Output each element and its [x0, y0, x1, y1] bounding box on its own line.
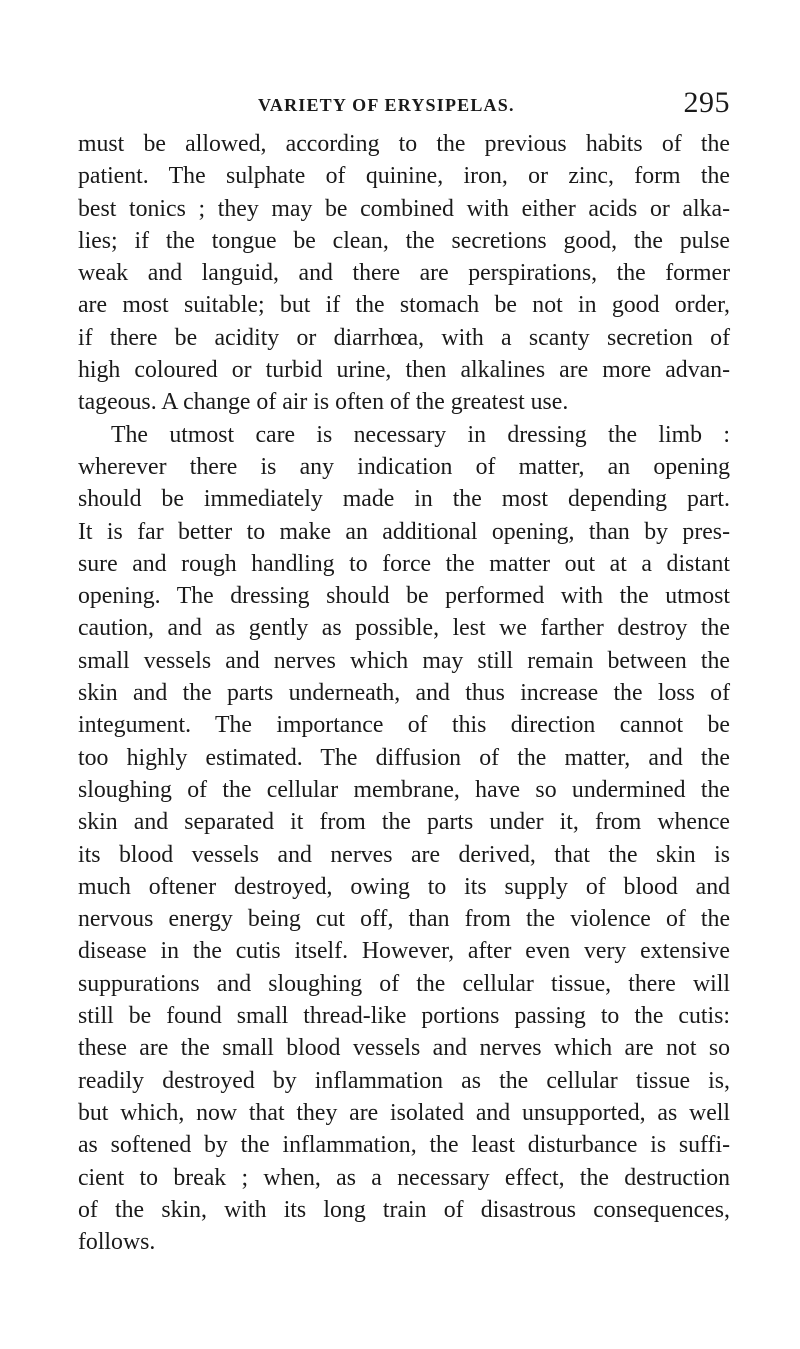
- page-number: 295: [683, 86, 730, 119]
- text-line: but which, now that they are isolated and unsupported, as well: [78, 1099, 730, 1126]
- text-line: disease in the cutis itself. However, after even very extensive: [78, 938, 730, 965]
- text-line: sure and rough handling to force the matter out at a distant: [78, 550, 730, 577]
- text-line: follows.: [78, 1229, 156, 1256]
- text-line: readily destroyed by inflammation as the cellular tissue is,: [78, 1067, 730, 1094]
- text-line: must be allowed, according to the previous habits of the: [78, 131, 730, 157]
- text-line: best tonics ; they may be combined with either acids or alka-: [78, 195, 730, 222]
- text-line: sloughing of the cellular membrane, have so undermined the: [78, 776, 730, 803]
- text-line: should be immediately made in the most depending part.: [78, 486, 730, 513]
- text-line: if there be acidity or diarrhœa, with a scanty secretion of: [78, 324, 730, 351]
- text-line: patient. The sulphate of quinine, iron, or zinc, form the: [78, 163, 730, 190]
- text-line: caution, and as gently as possible, lest we farther destroy the: [78, 615, 730, 642]
- text-line: as softened by the inflammation, the least disturbance is suffi-: [78, 1132, 730, 1159]
- text-line: wherever there is any indication of matter, an opening: [78, 453, 730, 480]
- text-line: weak and languid, and there are perspirations, the former: [78, 260, 730, 287]
- text-line: lies; if the tongue be clean, the secretions good, the pulse: [78, 227, 730, 254]
- text-line: tageous. A change of air is often of the greatest use.: [78, 389, 569, 416]
- text-line: small vessels and nerves which may still remain between the: [78, 647, 730, 674]
- text-line: The utmost care is necessary in dressing the limb :: [111, 421, 730, 448]
- text-line: skin and the parts underneath, and thus increase the loss of: [78, 680, 730, 707]
- body-text: [78, 128, 730, 1258]
- text-line: high coloured or turbid urine, then alkalines are more advan-: [78, 357, 730, 384]
- text-line: cient to break ; when, as a necessary effect, the destruction: [78, 1164, 730, 1191]
- running-header: [78, 86, 730, 126]
- text-line: suppurations and sloughing of the cellular tissue, there will: [78, 970, 730, 997]
- text-line: are most suitable; but if the stomach be not in good order,: [78, 292, 730, 319]
- text-line: nervous energy being cut off, than from the violence of the: [78, 906, 730, 933]
- text-line: still be found small thread-like portions passing to the cutis:: [78, 1003, 730, 1030]
- text-line: opening. The dressing should be performed with the utmost: [78, 583, 730, 610]
- text-line: skin and separated it from the parts under it, from whence: [78, 809, 730, 836]
- text-line: of the skin, with its long train of disastrous consequences,: [78, 1196, 730, 1223]
- text-line: integument. The importance of this direction cannot be: [78, 712, 730, 739]
- text-line: much oftener destroyed, owing to its supply of blood and: [78, 873, 730, 900]
- text-line: these are the small blood vessels and nerves which are not so: [78, 1035, 730, 1062]
- running-title: VARIETY OF ERYSIPELAS.: [258, 95, 515, 115]
- text-line: its blood vessels and nerves are derived, that the skin is: [78, 841, 730, 868]
- text-line: too highly estimated. The diffusion of the matter, and the: [78, 744, 730, 771]
- text-line: It is far better to make an additional opening, than by pres-: [78, 518, 730, 545]
